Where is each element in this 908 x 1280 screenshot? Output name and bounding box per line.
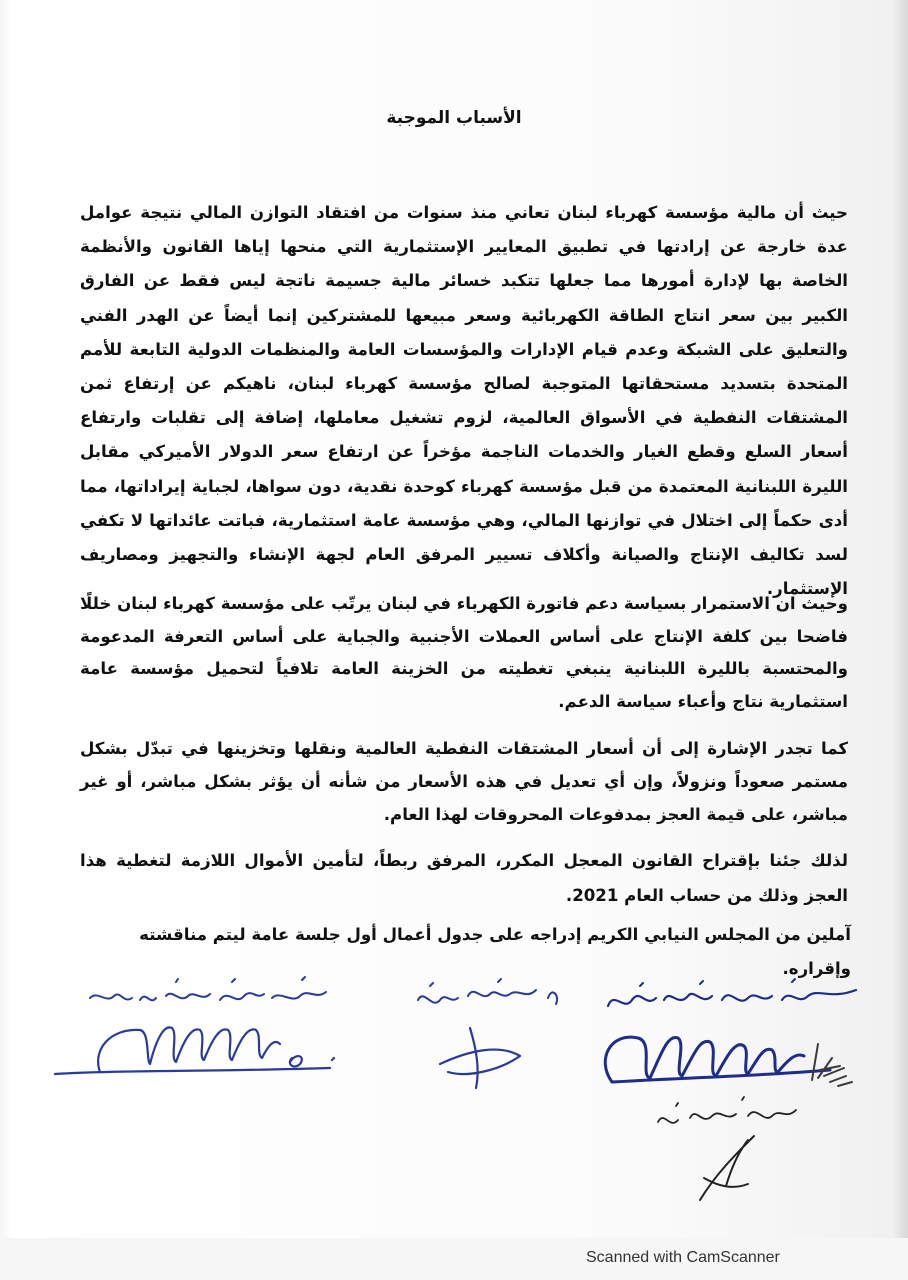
scanner-watermark: Scanned with CamScanner — [586, 1249, 780, 1266]
signature-right-main — [605, 1037, 830, 1082]
paragraph-5: آملين من المجلس النيابي الكريم إدراجه على جدول أعمال أول جلسة عامة ليتم مناقشته وإقراره. — [139, 925, 851, 978]
signature-bottom-name — [658, 1110, 796, 1123]
paragraph-2: وحيث ان الاستمرار بسياسة دعم فاتورة الكهرباء في لبنان يرتّب على مؤسسة كهرباء لبنان خللًا فاضحا بين كلفة الإنتاج على أساس العملات الأجنبية والجباية على أساس التعرفة المدعومة والمحتسبة بالليرة اللبنانية ينبغي تغطيته من الخزينة العامة تلافياً لتحميل مؤسسة عامة استثمارية نتاج وأعباء سياسة الدعم. — [80, 594, 848, 711]
signature-bottom-right — [658, 1097, 796, 1200]
paragraph-4: لذلك جئنا بإقتراح القانون المعجل المكرر، المرفق ربطاً، لتأمين الأموال اللازمة لتغطية هذا العجز وذلك من حساب العام 2021. — [80, 851, 848, 905]
signature-middle-scribble — [440, 1028, 520, 1088]
signature-left-name — [90, 992, 326, 1000]
signatures-area — [0, 960, 908, 1220]
signature-right-name — [608, 990, 856, 1006]
signature-left — [55, 977, 334, 1074]
signature-middle-name — [418, 990, 557, 1004]
signature-right — [605, 979, 856, 1086]
signature-left-scribble — [55, 1027, 334, 1074]
signature-middle — [418, 979, 557, 1088]
paragraph-3: كما تجدر الإشارة إلى أن أسعار المشتقات النفطية العالمية ونقلها وتخزينها في تبدّل بشكل مستمر صعوداً ونزولاً، وإن أي تعديل في هذه الأسعار من شأنه أن يؤثر بشكل مباشر، أو غير مباشر، على قيمة العجز بمدفوعات المحروقات لهذا العام. — [80, 739, 848, 824]
paragraph-1: حيث أن مالية مؤسسة كهرباء لبنان تعاني منذ سنوات من افتقاد التوازن المالي نتيجة عوامل عدة خارجة عن إرادتها في تطبيق المعايير الإستثمارية التي منحها إياها القانون والأنظمة الخاصة بها لإدارة أمورها مما جعلها تتكبد خسائر مالية جسيمة ناتجة ليس فقط عن الفارق الكبير بين سعر انتاج الطاقة الكهربائية وسعر مبيعها للمشتركين إنما أيضاً عن الهدر الفني والتعليق على الشبكة وعدم قيام الإدارات والمؤسسات العامة والمنظمات الدولية التابعة للأمم المتحدة بتسديد مستحقاتها المتوجبة لصالح مؤسسة كهرباء لبنان، ناهيكم عن إرتفاع ثمن المشتقات النفطية في الأسواق العالمية، لزوم تشغيل معاملها، إضافة إلى تقلبات وارتفاع أسعار السلع وقطع الغيار والخدمات الناجمة مؤخراً عن ارتفاع سعر الدولار الأميركي مقابل الليرة اللبنانية المعتمدة من قبل مؤسسة كهرباء كوحدة نقدية، دون سواها، لجباية إيراداتها، مما أدى حكماً إلى اختلال في توازنها المالي، وهي مؤسسة عامة استثمارية، فباتت عائداتها لا تكفي لسد تكاليف الإنتاج والصيانة وأكلاف تسيير المرفق العام لجهة الإنشاء والتجهيز ومصاريف الإستثمار. — [80, 203, 848, 599]
document-title: الأسباب الموجبة — [386, 108, 522, 128]
signature-bottom-scribble — [700, 1136, 754, 1200]
